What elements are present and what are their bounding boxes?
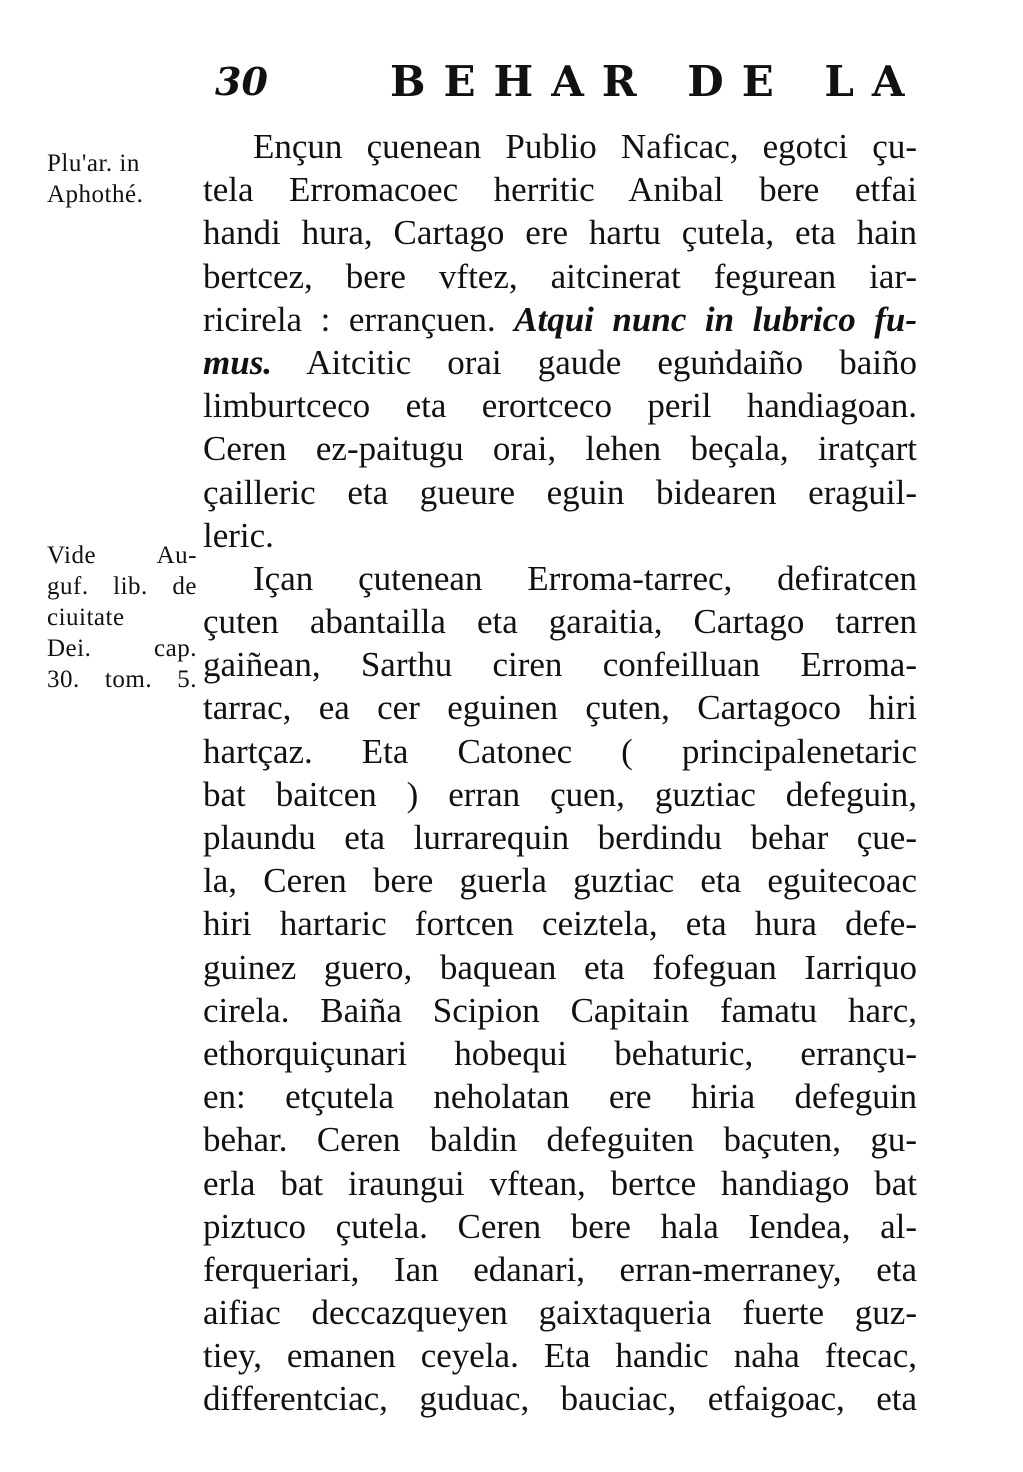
- text-line: hartçaz. Eta Catonec ( principalenetaric: [203, 731, 917, 771]
- text-line: leric.: [203, 515, 274, 555]
- text-line: aifiac deccazqueyen gaixtaqueria fuerte guz-: [203, 1293, 917, 1333]
- margin-note-line: Plu'ar. in: [47, 150, 140, 177]
- text-line: ferqueriari, Ian edanari, erran-merraney, eta: [203, 1249, 917, 1289]
- margin-notes: [0, 0, 200, 1472]
- text-line: hiri hartaric fortcen ceiztela, eta hura defe-: [203, 904, 917, 944]
- text-line: [203, 298, 917, 341]
- text-line: plaundu eta lurrarequin berdindu behar çue-: [203, 818, 917, 857]
- text-line: çailleric eta gueure eguin bidearen eraguil-: [203, 472, 917, 512]
- page-number: 30: [215, 59, 268, 104]
- text-line: bat baitcen ) erran çuen, guztiac defeguin,: [203, 774, 917, 814]
- text-line: çuten abantailla eta garaitia, Cartago tarren: [203, 602, 917, 642]
- margin-note-line: Aphothé.: [47, 181, 144, 208]
- margin-note-augustine: [47, 540, 197, 695]
- text-segment: Aitcitic orai gaude eguṅdaiño baiño: [306, 342, 917, 382]
- text-line: la, Ceren bere guerla guztiac eta eguitecoac: [203, 861, 917, 901]
- text-line: Ençun çuenean Publio Naficac, egotci çu-: [253, 127, 917, 166]
- text-segment: ricirela : errançuen.: [203, 299, 496, 339]
- margin-note-line: ciuitate: [47, 604, 125, 631]
- text-line: [203, 341, 917, 384]
- margin-note-line: Dei. cap.: [47, 635, 197, 662]
- margin-note-plutarch: [47, 148, 197, 210]
- text-line: ethorquiçunari hobequi behaturic, errançu-: [203, 1033, 917, 1073]
- text-line: guinez guero, baquean eta fofeguan Iarriquo: [203, 947, 917, 987]
- text-line: en: etçutela neholatan ere hiria defeguin: [203, 1077, 917, 1117]
- latin-quote: Atqui nunc in lubrico fu-: [514, 299, 917, 339]
- text-line: Içan çutenean Erroma-tarrec, defiratcen: [253, 558, 917, 598]
- text-line: Ceren ez-paitugu orai, lehen beçala, iratçart: [203, 429, 917, 469]
- margin-note-line: Vide Au-: [47, 542, 197, 569]
- text-line: handi hura, Cartago ere hartu çutela, eta hain: [203, 213, 917, 253]
- margin-note-line: 30. tom. 5.: [47, 666, 197, 693]
- text-line: differentciac, guduac, bauciac, etfaigoac, eta: [203, 1379, 917, 1419]
- text-line: cirela. Baiña Scipion Capitain famatu harc,: [203, 990, 917, 1030]
- running-title: BEHAR DE LA: [390, 57, 923, 106]
- latin-quote: mus.: [203, 342, 273, 382]
- text-line: gaiñean, Sarthu ciren confeilluan Erroma-: [203, 645, 917, 685]
- text-line: bertcez, bere vftez, aitcinerat fegurean iar-: [203, 256, 917, 296]
- text-line: tela Erromacoec herritic Anibal bere etfai: [203, 170, 917, 210]
- text-line: piztuco çutela. Ceren bere hala Iendea, al-: [203, 1206, 917, 1246]
- body-text: [203, 125, 917, 1421]
- text-line: tiey, emanen ceyela. Eta handic naha ftecac,: [203, 1336, 917, 1376]
- page-header: [205, 58, 925, 108]
- text-line: erla bat iraungui vftean, bertce handiago bat: [203, 1163, 917, 1203]
- margin-note-line: guf. lib. de: [47, 573, 197, 600]
- text-line: limburtceco eta erortceco peril handiagoan.: [203, 386, 917, 426]
- text-line: behar. Ceren baldin defeguiten baçuten, gu-: [203, 1120, 917, 1160]
- text-line: tarrac, ea cer eguinen çuten, Cartagoco hiri: [203, 688, 917, 728]
